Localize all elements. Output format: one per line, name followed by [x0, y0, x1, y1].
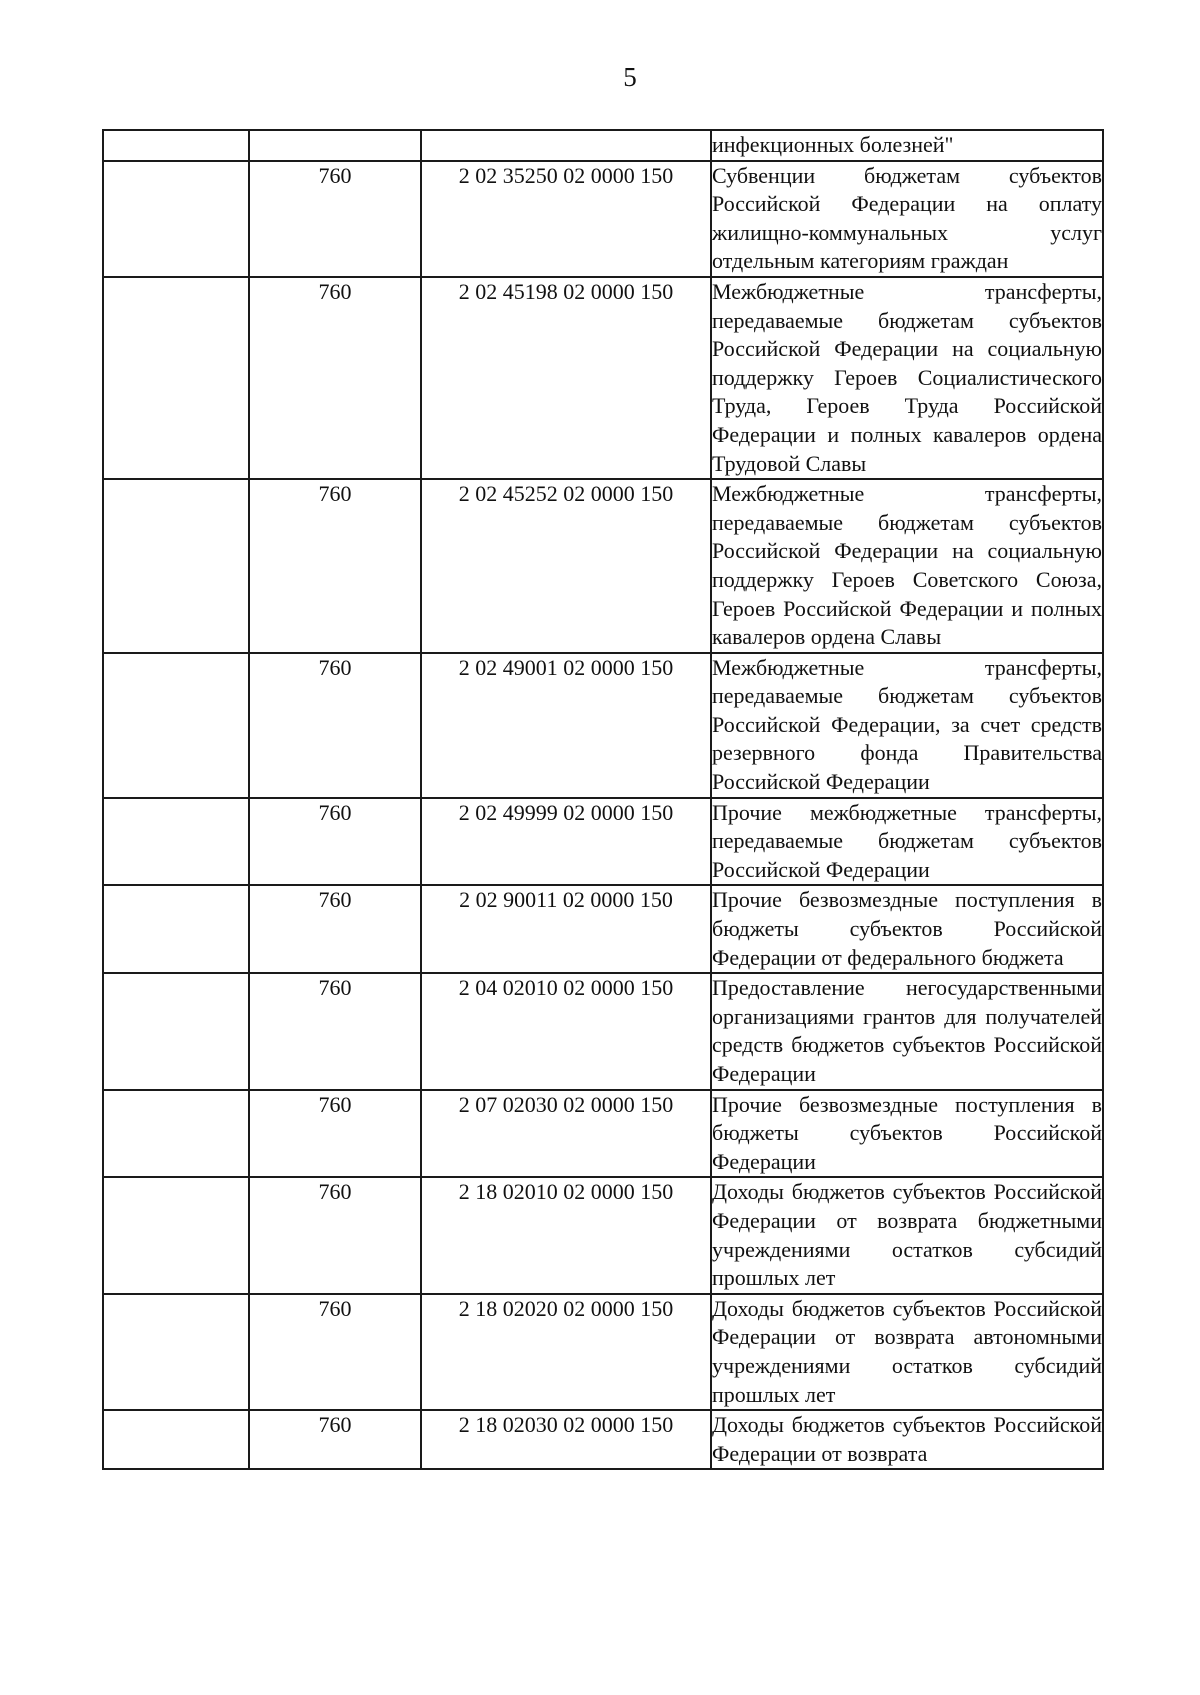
revenue-name-cell-text: Прочие безвозмездные поступления в бюджеты субъектов Российской Федерации от федерального бюджета [712, 887, 1102, 970]
revenue-name-cell [711, 479, 1103, 653]
empty-cell [103, 277, 249, 479]
empty-cell [103, 653, 249, 798]
revenue-name-cell [711, 798, 1103, 886]
administrator-code-cell [249, 1294, 421, 1410]
revenue-code-cell [421, 277, 711, 479]
administrator-code-cell [249, 1090, 421, 1178]
table-row [103, 277, 1103, 479]
administrator-code-cell [249, 885, 421, 973]
revenue-name-cell [711, 1410, 1103, 1469]
administrator-code-cell-text: 760 [318, 481, 352, 507]
revenue-code-cell-text: 2 02 49999 02 0000 150 [458, 799, 674, 825]
revenue-code-cell [421, 798, 711, 886]
revenue-code-cell-text: 2 02 35250 02 0000 150 [458, 162, 674, 188]
revenue-name-cell-text: Доходы бюджетов субъектов Российской Федерации от возврата бюджетными учреждениями остатков субсидий прошлых лет [712, 1179, 1102, 1291]
empty-cell [103, 479, 249, 653]
revenue-name-cell [711, 885, 1103, 973]
empty-cell [103, 161, 249, 277]
revenue-code-cell-text: 2 18 02010 02 0000 150 [458, 1179, 674, 1205]
table-body [103, 130, 1103, 1469]
table-row [103, 1177, 1103, 1293]
revenue-name-cell [711, 1294, 1103, 1410]
table-row [103, 653, 1103, 798]
administrator-code-cell [249, 161, 421, 277]
revenue-name-cell-text: Межбюджетные трансферты, передаваемые бюджетам субъектов Российской Федерации, за счет средств резервного фонда Правительства Российской Федерации [712, 654, 1102, 795]
administrator-code-cell-text: 760 [318, 887, 352, 913]
revenue-name-cell-text: Доходы бюджетов субъектов Российской Федерации от возврата [712, 1412, 1102, 1466]
revenue-code-cell-text: 2 07 02030 02 0000 150 [458, 1091, 674, 1117]
empty-cell [103, 1177, 249, 1293]
administrator-code-cell [249, 277, 421, 479]
revenue-name-cell [711, 277, 1103, 479]
revenue-name-cell-text: инфекционных болезней" [712, 132, 954, 157]
administrator-code-cell [249, 479, 421, 653]
revenue-code-cell-text: 2 04 02010 02 0000 150 [458, 975, 674, 1001]
revenue-name-cell [711, 1177, 1103, 1293]
revenue-name-cell-text: Прочие межбюджетные трансферты, передаваемые бюджетам субъектов Российской Федерации [712, 799, 1102, 882]
administrator-code-cell-text: 760 [318, 654, 352, 680]
administrator-code-cell-text: 760 [318, 162, 352, 188]
table-row [103, 1090, 1103, 1178]
administrator-code-cell-text: 760 [318, 799, 352, 825]
revenue-code-cell [421, 1177, 711, 1293]
revenue-code-cell [421, 653, 711, 798]
revenue-code-cell [421, 1294, 711, 1410]
empty-cell [103, 1294, 249, 1410]
page-number: 5 [623, 62, 637, 92]
table-row [103, 479, 1103, 653]
empty-cell [103, 885, 249, 973]
revenue-name-cell [711, 130, 1103, 161]
administrator-code-cell-text: 760 [318, 278, 352, 304]
revenue-code-cell [421, 1410, 711, 1469]
revenue-name-cell-text: Прочие безвозмездные поступления в бюджеты субъектов Российской Федерации [712, 1091, 1102, 1174]
administrator-code-cell-text: 760 [318, 1412, 352, 1438]
revenue-code-cell-text: 2 02 45198 02 0000 150 [458, 278, 674, 304]
revenue-code-cell [421, 161, 711, 277]
administrator-code-cell-text: 760 [318, 1179, 352, 1205]
revenue-code-cell [421, 973, 711, 1089]
revenue-name-cell-text: Межбюджетные трансферты, передаваемые бюджетам субъектов Российской Федерации на социальную поддержку Героев Советского Союза, Героев Российской Федерации и полных кавалеров ордена Славы [712, 481, 1102, 650]
revenue-code-cell [421, 885, 711, 973]
table-row [103, 130, 1103, 161]
revenue-code-cell-text: 2 02 90011 02 0000 150 [459, 887, 673, 913]
administrator-code-cell [249, 653, 421, 798]
revenue-code-cell [421, 1090, 711, 1178]
budget-revenue-table [102, 129, 1104, 1470]
administrator-code-cell-text: 760 [318, 975, 352, 1001]
administrator-code-cell [249, 1177, 421, 1293]
revenue-name-cell [711, 1090, 1103, 1178]
revenue-code-cell-text: 2 02 49001 02 0000 150 [458, 654, 674, 680]
revenue-name-cell-text: Субвенции бюджетам субъектов Российской Федерации на оплату жилищно-коммунальных услуг отдельным категориям граждан [712, 162, 1102, 274]
table-row [103, 1410, 1103, 1469]
table-row [103, 798, 1103, 886]
table-row [103, 1294, 1103, 1410]
empty-cell [103, 1410, 249, 1469]
empty-cell [103, 973, 249, 1089]
revenue-code-cell-text: 2 02 45252 02 0000 150 [458, 481, 674, 507]
administrator-code-cell [249, 130, 421, 161]
administrator-code-cell [249, 973, 421, 1089]
revenue-name-cell [711, 653, 1103, 798]
table-row [103, 973, 1103, 1089]
revenue-code-cell-text: 2 18 02030 02 0000 150 [458, 1412, 674, 1438]
revenue-name-cell [711, 973, 1103, 1089]
revenue-code-cell [421, 130, 711, 161]
revenue-name-cell-text: Предоставление негосударственными организациями грантов для получателей средств бюджетов субъектов Российской Федерации [712, 975, 1102, 1086]
revenue-code-cell-text: 2 18 02020 02 0000 150 [458, 1295, 674, 1321]
table-row [103, 885, 1103, 973]
empty-cell [103, 130, 249, 161]
empty-cell [103, 1090, 249, 1178]
revenue-name-cell-text: Доходы бюджетов субъектов Российской Федерации от возврата автономными учреждениями остатков субсидий прошлых лет [712, 1295, 1102, 1407]
revenue-name-cell [711, 161, 1103, 277]
administrator-code-cell [249, 1410, 421, 1469]
table-row [103, 161, 1103, 277]
revenue-name-cell-text: Межбюджетные трансферты, передаваемые бюджетам субъектов Российской Федерации на социальную поддержку Героев Социалистического Труда, Героев Труда Российской Федерации и полных кавалеров ордена Трудовой Славы [712, 278, 1102, 476]
administrator-code-cell [249, 798, 421, 886]
administrator-code-cell-text: 760 [318, 1295, 352, 1321]
empty-cell [103, 798, 249, 886]
administrator-code-cell-text: 760 [318, 1091, 352, 1117]
revenue-code-cell [421, 479, 711, 653]
